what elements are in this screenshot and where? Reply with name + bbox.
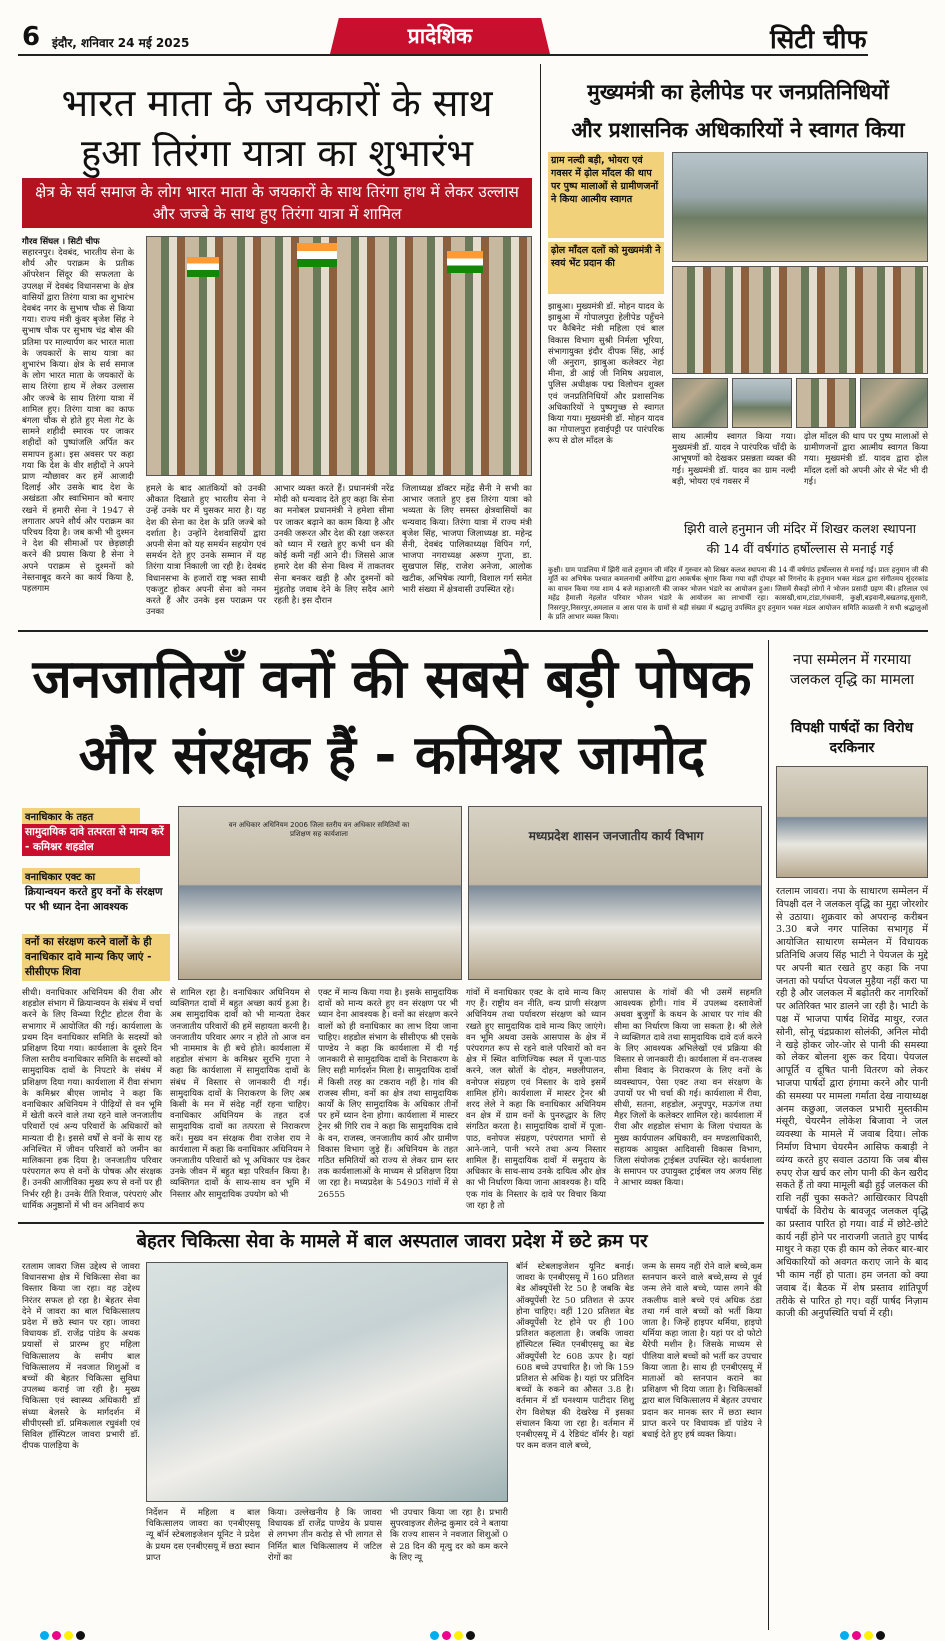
cm-kicker1: ग्राम नल्दी बड़ी, भोयरा एवं गवसर में ढ़ोल माँदल की थाप पर पुष्प मालाओं से ग्रामीणजनों ने किया आत्मीय स्वागत <box>551 155 659 205</box>
registration-marks-mid <box>430 1631 475 1640</box>
tiranga-col3: आभार व्यक्त करते हैं। प्रधानमंत्री नरेंद्र मोदी को धन्यवाद देते हुए कहा कि सेना का मनोबल प्रधानमंत्री ने हमेशा सीमा पर जाकर बढ़ाने का काम किया है और उनकी जरूरत और देश की रक्षा जरूरत को ध्यान में रखते हुए कभी धन की कोई कमी नहीं आने दी। जिससे आज हमारे देश की सेना विश्व में ताकतवर सेना बनकर खड़ी है और दुश्मनों को मुंहतोड़ जवाब देने के लिए सदैव आगे रहती है। इस दौरान <box>274 484 394 607</box>
hanuman-headline-1: झिरी वाले हनुमान जी मंदिर में शिखर कलश स्थापना <box>684 521 916 536</box>
hanuman-body: कुक्षी। ग्राम पाडलिया में झिरी वाले हनुमान जी मंदिर में गुरुवार को शिखर कलश स्थापना की 14 वीं वर्षगांठ हर्षोल्लास से मनाई गई। प्रातः हनुमान जी की मूर्ति का अभिषेक पश्चात कमलनाथी अमेरिया द्वारा आकर्षक श्रृंगार किया गया वहीं दोपहर को रिंगनोद के हनुमान भक्त मंडल द्वारा संगीतमय सुंदरकांड का वाचन किया गया शाम 4 बजे महाआरती की जाकर भोजन भंडारे का आयोजन हुआ। जिसमें सैकड़ों लोगों ने भोजन प्रसादी ग्रहण की। हरिलाल एवं महेंद्र हैमाली नेहलोत परिवार भोजन भंडारे के आयोजन का लाभार्थी रहा। कासखी,धाम,टांडा,गंधवानी, कुक्षी,बड़वानी,बखतगढ़,सुसारी, निसरपुर,निसरपुर,अमलाल व आस पास के ग्रामों से बड़ी संख्या में श्रद्धालु उपस्थित हुए हनुमान भक्त मंडल आयोजन समिति काळसी ने सभी श्रद्धालुओं के प्रति आभार व्यक्त किया। <box>548 566 928 622</box>
cm-col1: झाबुआ। मुख्यमंत्री डॉ. मोहन यादव के झाबुआ में गोपालपुरा हेलीपेड पहुँचने पर कैबिनेट मंत्री महिला एवं बाल विकास विभाग सुश्री निर्मला भूरिया, संभागायुक्त इंदौर दीपक सिंह, आई जी अनुराग, झाबुआ कलेक्टर नेहा मीना, डी आई जी निमिष अग्रवाल, पुलिस अधीक्षक पद्म विलोचन शुक्ल एवं जनप्रतिनिधियों और प्रशासनिक अधिकारियों ने पुष्पगुच्छ से स्वागत किया गया। मुख्यमंत्री डॉ. मोहन यादव का गोपालपुरा हवाईपट्टी पर पारंपरिक रूप से ढोल माँदल के <box>548 302 664 447</box>
cyan-dot-icon <box>840 1631 849 1640</box>
janjati-kicker1: सामुदायिक दावे तत्परता से मान्य करें - कमिश्नर शहडोल <box>22 824 170 856</box>
tiranga-col1: सहारनपुर। देवबंद, भारतीय सेना के शौर्य और पराक्रम के प्रतीक ऑपरेशन सिंदूर की सफलता के उपलक्ष में देवबंद विधानसभा के क्षेत्र वासियों द्वारा तिरंगा यात्रा का शुभारंभ देवबंद नगर के सुभाष चौक से किया गया। राज्य मंत्री कुंवर बृजेश सिंह ने सुभाष चौक पर सुभाष चंद्र बोस की प्रतिमा पर माल्यार्पण कर भारत माता के जयकारों के साथ यात्रा का शुभारंभ किया। क्षेत्र के सर्व समाज के लोग भारत माता के जयकारों के साथ तिरंगा हाथ में लेकर उल्लास और जज्बे के साथ तिरंगा यात्रा में शामिल हुए। तिरंगा यात्रा का काफ बंगला चौक से होते हुए मेला गेट के सामने शहीदी स्मारक पर जाकर शहीदों को पुष्पांजलि अर्पित कर समापन हुआ। इस अवसर पर कहा गया कि देश के वीर शहीदों ने अपने प्राण न्यौछावर कर हमें आजादी दिलाई और उसके बाद देश के अखंडता और स्वाभिमान को बनाए रखने में हमारी सेना ने 1947 से लगातार अपने शौर्य और पराक्रम का परिचय दिया है। जब कभी भी दुश्मन ने देश की सीमाओं पर छेड़छाड़ी करने की प्रयास किया है सेना ने अपने पराक्रम से दुश्मनों को नेस्तनाबूद करने का कार्य किया है, पहलगाम <box>22 248 134 595</box>
yellow-dot-icon <box>454 1631 463 1640</box>
section-rule <box>18 630 928 632</box>
janjati-col5: आसपास के गांवों की भी उसमें सहमति आवश्यक होगी। गांव में उपलब्ध दस्तावेजों अथवा बुजुर्गों के कथन के आधार पर गांव की सीमा का निर्धारण किया जा सकता है। श्री लेले ने व्यक्तिगत दावे तथा सामुदायिक दावे दर्ज करने के लिए आवश्यक अभिलेखों एवं प्रक्रिया की विस्तार से जानकारी दी। कार्यशाला में वन-राजस्व सीमा विवाद के निराकरण के लिए वनों के व्यवस्थापन, पेसा एक्ट तथा वन संरक्षण के उपायों पर भी चर्चा की गई। कार्यशाला में रीवा, सीधी, सतना, शहडोल, अनूपपुर, मऊगंज तथा मैहर जिलों के कलेक्टर शामिल रहे। कार्यशाला में रीवा और शहडोल संभाग के जिला पंचायत के मुख्य कार्यपालन अधिकारी, वन मण्डलाधिकारी, सहायक आयुक्त आदिवासी विकास विभाग, जिला संयोजक ट्राईबल उपस्थित रहे। कार्यशाला के समापन पर उपायुक्त ट्राईबल जय अजय सिंह ने आभार व्यक्त किया। <box>614 988 762 1189</box>
napa-body: रतलाम जावरा। नपा के साधारण सम्मेलन में विपक्षी दल ने जलकल वृद्धि का मुद्दा जोरशोर से उठाया। शुक्रवार को अपरान्ह करीबन 3.30 बजे नगर पालिका सभागृह में आयोजित साधारण सम्मेलन में विधायक प्रतिनिधि अजय सिंह भाटी ने पेयजल के मुद्दे पर अपनी बात रखते हुए कहा कि नपा जनता को पर्याप्त पेयजल मुहैया नहीं करा पा रही है और जलकल में बढ़ोतरी कर नागरिकों पर अतिरिक्त भार डालने जा रही है। भाटी के पक्ष में भाजपा पार्षद शिवेंद्र माथुर, रजत सोनी, सोनू चंद्रप्रकाश सोलंकी, अनिल मोदी ने खड़े होकर जोर-जोर से पानी की समस्या को लेकर बोलना शुरू कर दिया। पेयजल आपूर्ति व दूषित पानी वितरण को लेकर भाजपा पार्षदों द्वारा हंगामा करने और पानी की समस्या पर मामला गर्माता देख नायाध्यक्ष अनम कछुआ, जलकल प्रभारी मुस्तकीम मंसूरी, चेयरमैन लोकेश बिजावा ने जल व्यवस्था के मामले में जवाब दिया। लोक निर्माण विभाग चेयरमैन आसिफ कबाड़ी ने व्यंग्य करते हुए सवाल उठाया कि जब बीस रुपए रोज खर्च कर लोग पानी की केन खरीद सकते हैं तो क्या मामूली बढ़ी हुई जलकल की राशि नहीं चुका सकते? आखिरकार विपक्षी पार्षदों के विरोध के बावजूद जलकल वृद्धि का प्रस्ताव पारित हो गया। वार्ड में छोटे-छोटे कार्य नहीं होने पर नाराजगी जताते हुए पार्षद माथुर ने कहा एक ही काम को लेकर बार-बार अधिकारियों को अवगत कराए जाने के बाद भी काम नहीं हो पाता। हम जनता को क्या जवाब दें। बैठक में शेष प्रस्ताव शांतिपूर्ण तरीके से पारित हो गए। वहीं पार्षद निज़ाम काजी की अनुपस्थिति चर्चा में रही। <box>776 886 928 1320</box>
magenta-dot-icon <box>442 1631 451 1640</box>
cm-kicker2: ढ़ोल माँदल दलों को मुख्यमंत्री ने स्वयं भेंट प्रदान की <box>551 245 661 269</box>
janjati-headline-2: और संरक्षक हैं - कमिश्नर जामोद <box>78 725 706 786</box>
registration-marks-left <box>40 1631 85 1640</box>
cyan-dot-icon <box>430 1631 439 1640</box>
napa-subhead: विपक्षी पार्षदों का विरोध दरकिनार <box>790 720 914 756</box>
column-rule <box>540 64 541 620</box>
hospital-col2: निर्देशन में महिला व बाल चिकित्सालय जावरा का एनबीएसयू न्यू बॉर्न स्टेबलाइजेशन यूनिट ने प्रदेश के प्रथम दस एनबीएसयू में छठा स्थान प्राप्त <box>146 1508 260 1563</box>
hospital-col3: किया। उल्लेखनीय है कि जावरा विधायक डॉ राजेंद्र पाण्डेय के प्रयास से लगभग तीन करोड़ से भी लागत से निर्मित बाल चिकित्सालय में जटिल रोगों का <box>268 1508 382 1563</box>
flag-icon-3 <box>187 257 219 277</box>
tiranga-headline-2: हुआ तिरंगा यात्रा का शुभारंभ <box>81 131 473 175</box>
cm-photo-4 <box>732 378 792 428</box>
hospital-col1: रतलाम जावरा जिस उद्देश्य से जावरा विधानसभा क्षेत्र में चिकित्सा सेवा का विस्तार किया जा रहा। वह उद्देश्य निरंतर सफल हो रहा है। बेहतर सेवा देने में जावरा का बाल चिकित्सालय प्रदेश में छठे स्थान पर रहा। जावरा विधायक डॉ. राजेंद्र पांडेय के अथक प्रयासों से प्रारम्भ हुए महिला चिकित्सालय के समीप बाल चिकित्सालय में नवजात शिशुओं व बच्चों की बेहतर चिकित्सा सुविधा उपलब्ध कराई जा रही है। मुख्य चिकित्सा एवं स्वास्थ्य अधिकारी डॉ संध्या बेलसरे के मार्गदर्शन में सीपीएस्सी डॉ. प्रमिकलाल रघुवंशी एवं सिविल हॉस्पिटल जावरा प्रभारी डॉ. दीपक पालड़िया के <box>22 1262 140 1452</box>
magenta-dot-icon <box>52 1631 61 1640</box>
janjati-photo-2 <box>468 806 762 980</box>
black-dot-icon <box>76 1631 85 1640</box>
cm-col3: ढ़ोल माँदल की थाप पर पुष्प मालाओं से ग्रामीणजनों द्वारा आत्मीय स्वागत किया गया। मुख्यमंत्री डॉ. यादव द्वारा ढ़ोल माँदल दलों को अपनी ओर से भेंट भी दी गई। <box>804 432 928 487</box>
section-rule-2 <box>18 1222 764 1224</box>
cm-col2: साथ आत्मीय स्वागत किया गया। मुख्यमंत्री डॉ. यादव ने पारंपरिक चाँदी के आभूषणों को देखकर प्रसन्नता व्यक्त की गई। मुख्यमंत्री डॉ. यादव का ग्राम नल्दी बड़ी, भोयरा एवं गवसर में <box>672 432 796 487</box>
napa-headline: नपा सम्मेलन में गरमाया जलकल वृद्धि का मामला <box>790 652 914 688</box>
cm-headline-2: और प्रशासनिक अधिकारियों ने स्वागत किया <box>571 118 905 142</box>
flag-icon-2 <box>447 251 483 273</box>
banner-text-2: मध्यप्रदेश शासन जनजातीय कार्य विभाग <box>528 829 704 843</box>
black-dot-icon <box>466 1631 475 1640</box>
hanuman-headline-2: की 14 वीं वर्षगांठ हर्षोल्लास से मनाई गई <box>706 541 894 556</box>
hospital-col5: बॉर्न स्टेबलाइजेशन यूनिट बनाई। जावरा के एनबीएसयू में 160 प्रतिशत बेड ऑक्यूपेंसी रेट 50 है जबकि बेड ऑक्यूपेंसी रेट 50 प्रतिशत से ऊपर होना चाहिए। वहीं 120 प्रतिशत बेड ऑक्यूपेंसी रेट होने पर ही 100 प्रतिशत कहलाता है। जबकि जावरा हॉस्पिटल स्थित एनबीएसयू का बेड ऑक्यूपेंसी रेट 608 ऊपर है। यहां 608 बच्चे उपचारित है। जो कि 159 प्रतिशत से अधिक है। यहां पर प्रतिदिन बच्चों के रुकने का औसत 3.8 है। वर्तमान में डॉ घनश्याम पाटीदार शिशु रोग विशेषज्ञ की देखरेख में इसका संचालन किया जा रहा है। वर्तमान में एनबीएसयू में 4 रेडियंट वॉर्मर है। यहां पर कम वजन वाले बच्चे, <box>516 1262 634 1452</box>
janjati-col4: गांवों में वनाधिकार एक्ट के दावे मान्य किए गए हैं। राष्ट्रीय वन नीति, वन्य प्राणी संरक्षण अधिनियम तथा पर्यावरण संरक्षण को ध्यान रखते हुए सामुदायिक दावे मान्य किए जाएंगे। वन भूमि अथवा उसके आसपास के क्षेत्र में परंपरागत रूप से रहने वाले परिवारों को वन क्षेत्र में स्थित वाणिज्यिक स्थल में पूजा-पाठ करने, जल स्रोतों के दोहन, मछलीपालन, वनोपज संग्रहण एवं निस्तार के दावे इसमें शामिल होंगे। कार्यशाला में मास्टर ट्रेनर श्री शरद लेले ने कहा कि वनाधिकार अधिनियम वन क्षेत्र में ग्राम वनों के पुनरुद्धार के लिए संगठित करता है। सामुदायिक दावों में पूजा-पाठ, वनोपज संग्रहण, परंपरागत भागों से आने-जाने, पानी भरने तथा अन्य निस्तार शामिल हैं। सामुदायिक दावों में समुदाय के अधिकार के साथ-साथ उनके दायित्व और क्षेत्र का भी निर्धारण किया जाना आवश्यक है। यदि एक गांव के निस्तार के दावे पर विचार किया जा रहा है तो <box>466 988 606 1211</box>
cm-photo-6 <box>860 378 928 428</box>
cm-photo-5 <box>796 378 856 428</box>
janjati-kicker3: वनों का संरक्षण करने वालों के ही वनाधिकार दावे मान्य किए जाएं - सीसीएफ शिवा <box>22 934 170 981</box>
flag-icon <box>297 243 337 267</box>
janjati-col3: एक्ट में मान्य किया गया है। इसके सामुदायिक दावों को मान्य करते हुए वन संरक्षण पर भी ध्यान देना आवश्यक है। वनों का संरक्षण करने वालों को ही वनाधिकार का लाभ दिया जाना चाहिए। शहडोल संभाग के सीसीएफ श्री एसके पाण्डेय ने कहा कि कार्यशाला में दी गई जानकारी से सामुदायिक दावों के निराकरण के लिए सही मार्गदर्शन मिला है। सामुदायिक दावों में किसी तरह का टकराव नहीं है। गांव की राजस्व सीमा, वनों का क्षेत्र तथा सामुदायिक कार्यों के लिए सामुदायिक के अधिकार तीनों पर हमें ध्यान देना होगा। कार्यशाला में मास्टर ट्रेनर श्री गिरि राव ने कहा कि सामुदायिक दावे के वन, राजस्व, जनजातीय कार्य और ग्रामीण विकास विभाग जुड़े हैं। अधिनियम के तहत गठित समितियों को राज्य से लेकर ग्राम स्तर तक कार्यशालाओं के माध्यम से प्रशिक्षण दिया जा रहा है। मध्यप्रदेश के 54903 गांवों में से 26555 <box>318 988 458 1200</box>
cm-headline-1: मुख्यमंत्री का हेलीपेड पर जनप्रतिनिधियों <box>587 80 889 104</box>
masthead-rule <box>18 54 868 56</box>
page-number: 6 <box>22 22 41 52</box>
magenta-dot-icon <box>852 1631 861 1640</box>
banner-text: वन अधिकार अधिनियम 2006 जिला स्तरीय वन अधिकार समितियों का प्रशिक्षण सह कार्यशाला <box>228 821 410 838</box>
masthead <box>0 0 945 60</box>
yellow-dot-icon <box>64 1631 73 1640</box>
dateline: इंदौर, शनिवार 24 मई 2025 <box>52 36 190 50</box>
janjati-kicker1-top: वनाधिकार के तहत <box>22 808 140 824</box>
tiranga-col2: हमले के बाद आतंकियों को उनकी औकात दिखाते हुए भारतीय सेना ने उन्हें उनके घर में घुसकर मारा है। यह देश की सेना का देश के प्रति जज्बे को दर्शाता है। उन्होंने देशवासियों द्वारा अपनी सेना को यह समर्थन सहयोग एवं समर्थन देते हुए उनके सम्मान में यह तिरंगा यात्रा निकाली जा रही है। देवबंद विधानसभा के हजारों राष्ट्र भक्त साथी एकजुट होकर अपनी सेना को नमन करते हैं और उनके इस पराक्रम पर उनका <box>146 484 266 618</box>
hospital-col6: जन्म के समय नहीं रोने वाले बच्चे,कम स्तनपान करने वाले बच्चे,सम्य से पूर्व जन्म लेने वाले बच्चे, प्यास लगने की तकलीफ वाले बच्चे एवं अधिक ठंडा तथा गर्म वाले बच्चों को भर्ती किया जाता है। जिन्हें हाइपर थर्मिया, हाइपो थर्मिया कहा जाता है। यहां पर दो फोटो थैरेपी मशीन है। जिसके माध्यम से पीलिया वाले बच्चों को भर्ती कर उपचार किया जाता है। साथ ही एनबीएसयू में माताओं को स्तनपान कराने का प्रशिक्षण भी दिया जाता है। चिकित्सकों द्वारा बाल चिकित्सालय में बेहतर उपचार प्रदान कर मानक स्तर में छठा स्थान प्राप्त करने पर विधायक डॉ पांडेय ने बधाई देते हुए हर्ष व्यक्त किया। <box>642 1262 762 1441</box>
napa-photo <box>776 766 928 878</box>
janjati-photo-1 <box>178 806 462 980</box>
tiranga-col4: जिलाध्यक्ष डॉक्टर महेंद्र सैनी ने सभी का आभार जताते हुए इस तिरंगा यात्रा को भव्यता के लिए समस्त क्षेत्रवासियों का धन्यवाद किया। तिरंगा यात्रा में राज्य मंत्री बृजेश सिंह, भाजपा जिलाध्यक्ष डा. महेन्द्र सैनी, देवबंद पालिकाध्यक्ष विपिन गर्ग, भाजपा नगराध्यक्ष अरूण गुप्ता, डा. सुखपाल सिंह, राजेश अनेजा, आलोक खटीक, अभिषेक त्यागी, विशाल गर्ग समेत भारी संख्या में क्षेत्रवासी उपस्थित रहे। <box>402 484 532 595</box>
janjati-kicker2-top: वनाधिकार एक्ट का <box>22 868 140 884</box>
cyan-dot-icon <box>40 1631 49 1640</box>
tiranga-byline: गौरव सिंघल । सिटी चीफ <box>22 237 100 247</box>
janjati-kicker2: क्रियान्वयन करते हुए वनों के संरक्षण पर भी ध्यान देना आवश्यक <box>25 886 163 913</box>
registration-marks-right <box>840 1631 885 1640</box>
black-dot-icon <box>876 1631 885 1640</box>
tiranga-headline-1: भारत माता के जयकारों के साथ <box>61 81 493 125</box>
hospital-headline: बेहतर चिकित्सा सेवा के मामले में बाल अस्पताल जावरा प्रदेश में छटे क्रम पर <box>136 1231 648 1252</box>
paper-name: सिटी चीफ <box>770 25 867 55</box>
janjati-headline-1: जनजातियाँ वनों की सबसे बड़ी पोषक <box>32 649 752 710</box>
hospital-col4: भी उपचार किया जा रहा है। प्रभारी सुपरवाइजर शैलेन्द्र कुमार दवे ने बताया कि राज्य शासन ने नवजात शिशुओं 0 से 28 दिन की मृत्यु दर को कम करने के लिए न्यू <box>390 1508 508 1563</box>
cm-photo-1 <box>672 152 928 262</box>
column-rule-2 <box>768 640 769 1630</box>
hospital-photo <box>146 1262 508 1502</box>
yellow-dot-icon <box>864 1631 873 1640</box>
cm-photo-2 <box>672 266 928 374</box>
section-title: प्रादेशिक <box>407 24 473 48</box>
janjati-col2: से शामिल रहा है। वनाधिकार अधिनियम से व्यक्तिगत दावों में बहुत अच्छा कार्य हुआ है। अब सामुदायिक दावों को भी मान्यता देकर जनजातीय परिवारों की हमें सहायता करनी है। जनजातीय परिवार अगर न होते तो आज वन भी नाममात्र के ही बचे होते। कार्यशाला में शहडोल संभाग के कमिश्नर सुरभि गुप्ता ने कहा कि कार्यशाला में सामुदायिक दावों के संबंध में विस्तार से जानकारी दी गई। सामुदायिक दावों के निराकरण के लिए अब किसी के मन में संदेह नहीं रहना चाहिए। वनाधिकार अधिनियम के तहत दर्ज सामुदायिक दावों का तत्परता से निराकरण करें। मुख्य वन संरक्षक रीवा राजेश राय ने कार्यशाला में कहा कि वनाधिकार अधिनियम ने जनजातीय परिवारों को भू अधिकार पत्र देकर उनके जीवन में बहुत बड़ा परिवर्तन किया है। व्यक्तिगत दावों के साथ-साथ वन भूमि में निस्तार और सामुदायिक उपयोग को भी <box>170 988 310 1200</box>
cm-photo-3 <box>672 378 728 428</box>
tiranga-subhead: क्षेत्र के सर्व समाज के लोग भारत माता के जयकारों के साथ तिरंगा हाथ में लेकर उल्लास और जज्बे के साथ हुए तिरंगा यात्रा में शामिल <box>35 183 519 223</box>
tiranga-photo <box>146 236 532 476</box>
janjati-col1: सीधी। वनाधिकार अधिनियम की रीवा और शहडोल संभाग में क्रियान्वयन के संबंध में चर्चा करने के लिए विन्ध्या रिट्रीट होटल रीवा के सभागार में आयोजित की गई। कार्यशाला के प्रथम दिन वनाधिकार समिति के सदस्यों को प्रशिक्षण दिया गया। कार्यशाला के दूसरे दिन जिला स्तरीय वनाधिकार समिति के सदस्यों को सामुदायिक दावों के निपटारे के संबंध में प्रशिक्षण दिया गया। कार्यशाला में रीवा संभाग के कमिश्नर बीएस जामोद ने कहा कि वनाधिकार अधिनियम ने पीढ़ियों से वन भूमि में खेती करने वाले तथा रहने वाले जनजातीय परिवारों एवं अन्य परिवारों के अधिकारों को मान्यता दी है। इससे वर्षों से वनों के साथ रह अनिश्चित में जीवन परिवारों को जमीन का मालिकाना हक दिया है। जनजातीय परिवार परंपरागत रूप से वनों के पोषक और संरक्षक हैं। उनकी आजीविका मुख्य रूप से वनों पर ही निर्भर रही है। उनके रीति रिवाज, परंपराएं और धार्मिक अनुष्ठानों में भी वन अनिवार्य रूप <box>22 988 162 1211</box>
